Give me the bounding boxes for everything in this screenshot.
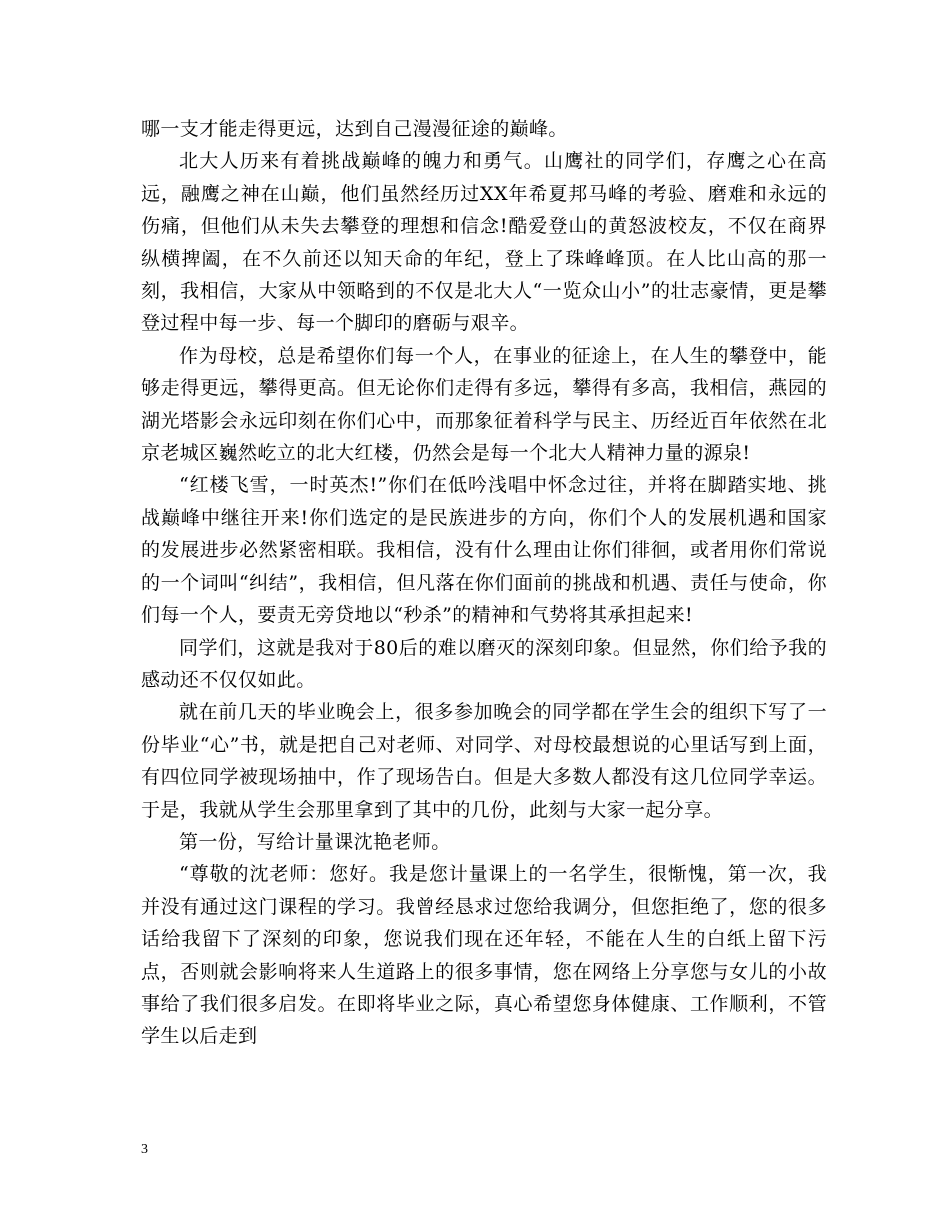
paragraph-graduation-gala: 就在前几天的毕业晚会上，很多参加晚会的同学都在学生会的组织下写了一份毕业“心”书，就是把自己对老师、对同学、对母校最想说的心里话写到上面，有四位同学被现场抽中，作了现场告白。但是大多数人都没有这几位同学幸运。于是，我就从学生会那里拿到了其中的几份，此刻与大家一起分享。 xyxy=(141,701,827,821)
paragraph-alma-mater: 作为母校，总是希望你们每一个人，在事业的征途上，在人生的攀登中，能够走得更远，攀得更高。但无论你们走得有多远，攀得有多高，我相信，燕园的湖光塔影会永远印刻在你们心中，而那象征着科学与民主、历经近百年依然在北京老城区巍然屹立的北大红楼，仍然会是每一个北大人精神力量的源泉! xyxy=(141,344,827,465)
paragraph-letter-to-teacher: “尊敬的沈老师：您好。我是您计量课上的一名学生，很惭愧，第一次，我并没有通过这门课程的学习。我曾经恳求过您给我调分，但您拒绝了，您的很多话给我留下了深刻的印象，您说我们现在还年轻，不能在人生的白纸上留下污点，否则就会影响将来人生道路上的很多事情，您在网络上分享您与女儿的小故事给了我们很多启发。在即将毕业之际，真心希望您身体健康、工作顺利，不管学生以后走到 xyxy=(141,863,827,1048)
paragraph-red-building: “红楼飞雪，一时英杰!”你们在低吟浅唱中怀念过往，并将在脚踏实地、挑战巅峰中继往开来!你们选定的是民族进步的方向，你们个人的发展机遇和国家的发展进步必然紧密相联。我相信，没有什么理由让你们徘徊，或者用你们常说的一个词叫“纠结”，我相信，但凡落在你们面前的挑战和机遇、责任与使命，你们每一个人，要责无旁贷地以“秒杀”的精神和气势将其承担起来! xyxy=(141,474,827,627)
paragraph-mountaineering-club: 北大人历来有着挑战巅峰的魄力和勇气。山鹰社的同学们，存鹰之心在高远，融鹰之神在山巅，他们虽然经历过XX年希夏邦马峰的考验、磨难和永远的伤痛，但他们从未失去攀登的理想和信念!酷爱登山的黄怒波校友，不仅在商界纵横捭阖，在不久前还以知天命的年纪，登上了珠峰峰顶。在人比山高的那一刻，我相信，大家从中领略到的不仅是北大人“一览众山小”的壮志豪情，更是攀登过程中每一步、每一个脚印的磨砺与艰辛。 xyxy=(141,150,827,335)
page-body xyxy=(141,113,827,1053)
paragraph-continuation: 哪一支才能走得更远，达到自己漫漫征途的巅峰。 xyxy=(141,118,568,140)
paragraph-first-letter-heading: 第一份，写给计量课沈艳老师。 xyxy=(179,830,451,853)
paragraph-post-80s: 同学们，这就是我对于80后的难以磨灭的深刻印象。但显然，你们给予我的感动还不仅仅如此。 xyxy=(141,636,827,691)
page-number: 3 xyxy=(141,1142,148,1157)
